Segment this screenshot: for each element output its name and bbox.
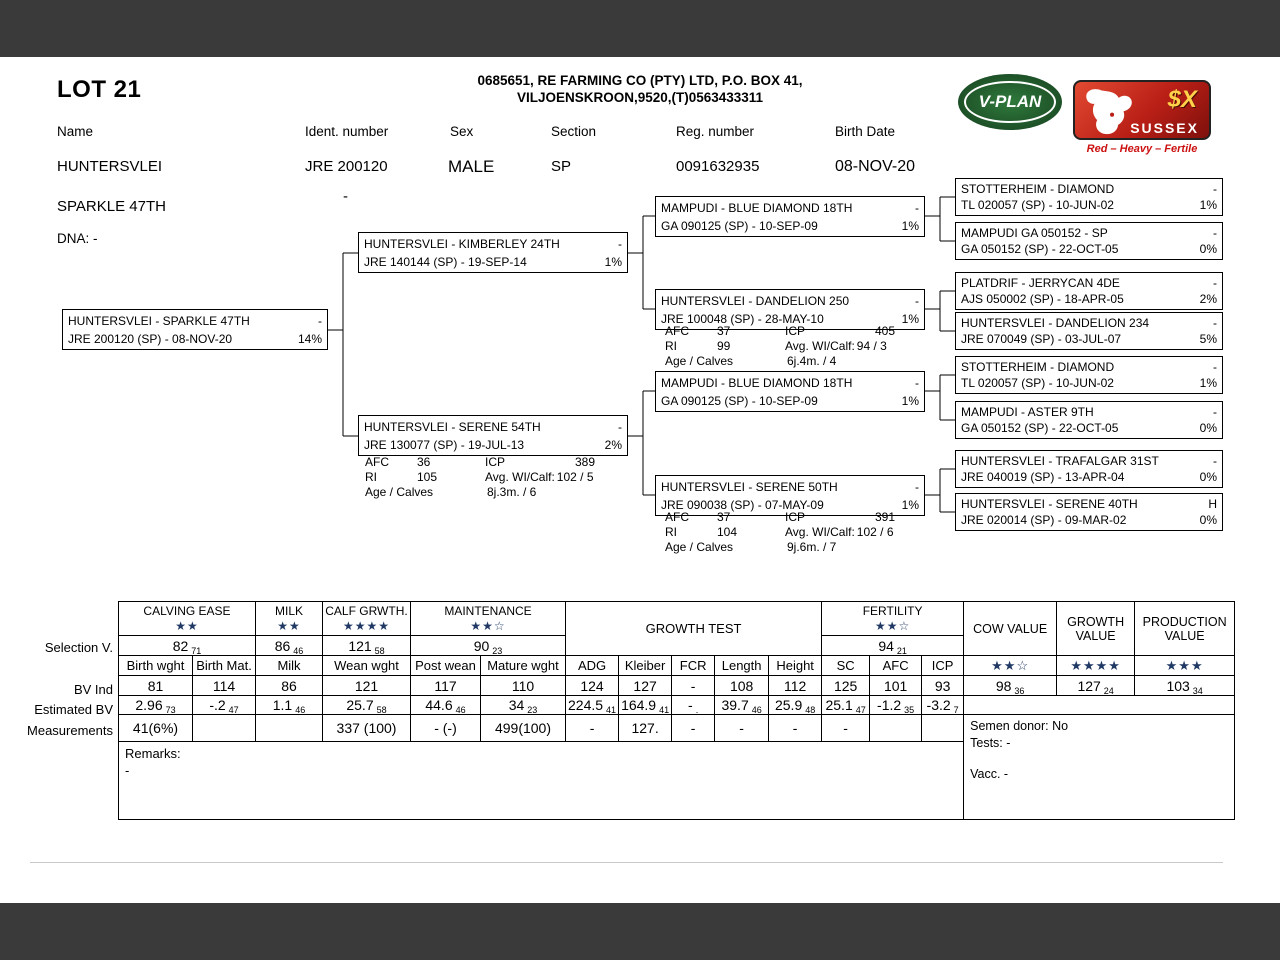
group-header-production-value: PRODUCTION VALUE <box>1135 602 1235 656</box>
flag: - <box>915 376 919 390</box>
animal-reg: GA 090125 (SP) - 10-SEP-09 <box>661 219 818 233</box>
icp-label: ICP <box>485 455 506 469</box>
field-label-reg: Reg. number <box>676 124 755 139</box>
animal-name: MAMPUDI - BLUE DIAMOND 18TH <box>661 376 853 390</box>
flag: - <box>1213 182 1217 196</box>
meas-cell: 337 (100) <box>323 715 411 742</box>
bv-cell: 81 <box>119 676 193 696</box>
avg-wi-calf-label: Avg. WI/Calf: <box>785 525 855 539</box>
field-label-birth: Birth Date <box>835 124 896 139</box>
flag: - <box>318 314 322 328</box>
meas-cell <box>870 715 922 742</box>
group-header-growth-test: GROWTH TEST <box>566 602 822 656</box>
animal-reg: GA 050152 (SP) - 22-OCT-05 <box>961 242 1119 256</box>
inbreeding-pct: 1% <box>901 498 919 512</box>
flag: - <box>1213 360 1217 374</box>
col-header-kleiber: Kleiber <box>619 656 672 676</box>
animal-sex: MALE <box>448 157 495 176</box>
flag: - <box>1213 276 1217 290</box>
animal-name: MAMPUDI - BLUE DIAMOND 18TH <box>661 201 853 215</box>
bv-cell: 86 <box>256 676 323 696</box>
inbreeding-pct: 1% <box>901 312 919 326</box>
meas-cell: - <box>822 715 870 742</box>
flag: - <box>915 480 919 494</box>
animal-name-line1: HUNTERSVLEI <box>57 158 163 175</box>
est-cell: -1.2 $_{35}$ <box>870 696 922 715</box>
bull-head-icon <box>1079 85 1137 139</box>
meas-cell: 127. <box>619 715 672 742</box>
meas-cell <box>193 715 256 742</box>
animal-reg: JRE 140144 (SP) - 19-SEP-14 <box>364 255 527 269</box>
animal-reg: JRE 200120 (SP) - 08-NOV-20 <box>68 332 233 346</box>
age-calves-label: Age / Calves <box>665 540 734 554</box>
selection-maintenance: 90 $_{23}$ <box>411 636 566 656</box>
pedigree-box-ggp-2 <box>955 222 1223 260</box>
field-label-sex: Sex <box>450 124 474 139</box>
bv-cell: 93 <box>922 676 964 696</box>
ri-value: 104 <box>717 525 738 539</box>
meas-cell: - <box>715 715 769 742</box>
col-header-wean-wght: Wean wght <box>323 656 411 676</box>
pedigree-box-dam-sire <box>655 371 925 412</box>
inbreeding-pct: 1% <box>604 255 622 269</box>
est-cell: - $_.$ <box>672 696 715 715</box>
flag: - <box>1213 316 1217 330</box>
est-cell: 164.9 $_{41}$ <box>619 696 672 715</box>
afc-value: 36 <box>417 455 431 469</box>
animal-name: HUNTERSVLEI - TRAFALGAR 31ST <box>961 454 1159 468</box>
animal-reg: TL 020057 (SP) - 10-JUN-02 <box>961 376 1114 390</box>
flag: - <box>1213 405 1217 419</box>
group-header-growth-value: GROWTH VALUE <box>1057 602 1135 656</box>
age-calves-value: 6j.4m. / 4 <box>787 354 837 368</box>
owner-address-line2: VILJOENSKROON,9520,(T)0563433311 <box>516 90 764 105</box>
bv-growth-value: 127 $_{24}$ <box>1057 676 1135 696</box>
group-header-calving-ease: CALVING EASE ★★ <box>119 602 256 636</box>
sussex-dollar-mark: $X <box>1167 86 1197 113</box>
animal-reg: 0091632935 <box>676 158 760 175</box>
animal-name: HUNTERSVLEI - SERENE 50TH <box>661 480 838 494</box>
age-calves-label: Age / Calves <box>365 485 434 499</box>
est-cell: 44.6 $_{46}$ <box>411 696 481 715</box>
bv-cell: 125 <box>822 676 870 696</box>
afc-value: 37 <box>717 510 731 524</box>
performance-table <box>118 601 1235 820</box>
inbreeding-pct: 1% <box>1199 376 1217 390</box>
bv-cell: 121 <box>323 676 411 696</box>
pedigree-box-ggp-7 <box>955 450 1223 488</box>
group-header-fertility: FERTILITY ★★☆ <box>822 602 964 636</box>
sussex-logo <box>1073 80 1211 155</box>
bv-cell: 112 <box>769 676 822 696</box>
ri-value: 99 <box>717 339 731 353</box>
col-header-afc: AFC <box>870 656 922 676</box>
field-label-name: Name <box>57 124 94 139</box>
animal-name: MAMPUDI GA 050152 - SP <box>961 226 1108 240</box>
donor-info-block <box>964 715 1235 820</box>
sussex-wordmark: SUSSEX <box>1130 120 1199 136</box>
animal-reg: JRE 090038 (SP) - 07-MAY-09 <box>661 498 824 512</box>
remarks-cell <box>119 742 964 820</box>
bv-cell: - <box>672 676 715 696</box>
avg-wi-calf-label: Avg. WI/Calf: <box>785 339 855 353</box>
age-calves-value: 9j.6m. / 7 <box>787 540 837 554</box>
est-cell: 39.7 $_{46}$ <box>715 696 769 715</box>
remarks-value: - <box>125 763 130 778</box>
animal-reg: AJS 050002 (SP) - 18-APR-05 <box>961 292 1124 306</box>
semen-donor: Semen donor: No <box>970 719 1069 733</box>
dam-stats <box>365 455 595 500</box>
flag: - <box>618 237 622 251</box>
stars-maintenance: ★★☆ <box>470 618 506 633</box>
bv-production-value: 103 $_{34}$ <box>1135 676 1235 696</box>
dna-field: DNA: - <box>57 231 98 246</box>
sussex-logo-box <box>1073 80 1211 140</box>
icp-label: ICP <box>785 324 806 338</box>
stars-growth-value: ★★★★ <box>1057 656 1135 676</box>
pedigree-box-ggp-4 <box>955 312 1223 350</box>
meas-cell: - <box>566 715 619 742</box>
inbreeding-pct: 2% <box>604 438 622 452</box>
flag: - <box>618 420 622 434</box>
inbreeding-pct: 14% <box>297 332 322 346</box>
row-label-estimated-bv: Estimated BV <box>34 702 113 717</box>
animal-name-line2: SPARKLE 47TH <box>57 198 166 215</box>
flag: - <box>1213 226 1217 240</box>
afc-label: AFC <box>365 455 389 469</box>
inbreeding-pct: 1% <box>901 394 919 408</box>
group-header-cow-value: COW VALUE <box>964 602 1057 656</box>
meas-cell: - <box>769 715 822 742</box>
animal-ident-suffix: - <box>343 188 348 205</box>
col-header-adg: ADG <box>566 656 619 676</box>
animal-reg: GA 090125 (SP) - 10-SEP-09 <box>661 394 818 408</box>
meas-cell: - <box>672 715 715 742</box>
footer-divider <box>30 862 1223 863</box>
pedigree-box-ggp-3 <box>955 272 1223 310</box>
inbreeding-pct: 1% <box>1199 198 1217 212</box>
meas-cell: - (-) <box>411 715 481 742</box>
col-header-mature-wght: Mature wght <box>481 656 566 676</box>
avg-wi-calf-value: 102 / 5 <box>556 470 594 484</box>
col-header-birth-wght: Birth wght <box>119 656 193 676</box>
est-right-spacer <box>964 696 1235 715</box>
sire-dam-stats <box>665 324 895 369</box>
animal-name: HUNTERSVLEI - DANDELION 234 <box>961 316 1150 330</box>
animal-reg: JRE 070049 (SP) - 03-JUL-07 <box>961 332 1122 346</box>
inbreeding-pct: 0% <box>1199 470 1217 484</box>
tests: Tests: - <box>970 736 1011 750</box>
icp-value: 405 <box>875 324 896 338</box>
flag: - <box>915 201 919 215</box>
field-label-section: Section <box>551 124 597 139</box>
est-cell: 224.5 $_{41}$ <box>566 696 619 715</box>
flag: H <box>1208 497 1217 511</box>
animal-reg: JRE 130077 (SP) - 19-JUL-13 <box>364 438 525 452</box>
selection-milk: 86 $_{46}$ <box>256 636 323 656</box>
afc-value: 37 <box>717 324 731 338</box>
pedigree-box-ggp-8 <box>955 493 1223 531</box>
age-calves-value: 8j.3m. / 6 <box>487 485 537 499</box>
animal-name: HUNTERSVLEI - SERENE 54TH <box>364 420 541 434</box>
animal-ident: JRE 200120 <box>305 158 388 175</box>
est-cell: -3.2 $_7$ <box>922 696 964 715</box>
flag: - <box>1213 454 1217 468</box>
afc-label: AFC <box>665 324 689 338</box>
ri-label: RI <box>365 470 377 484</box>
stars-milk: ★★ <box>277 618 301 633</box>
group-header-calf-growth: CALF GRWTH. ★★★★ <box>323 602 411 636</box>
afc-label: AFC <box>665 510 689 524</box>
top-bar <box>0 0 1280 57</box>
inbreeding-pct: 2% <box>1199 292 1217 306</box>
animal-name: MAMPUDI - ASTER 9TH <box>961 405 1094 419</box>
bottom-bar <box>0 903 1280 960</box>
ri-label: RI <box>665 339 677 353</box>
icp-value: 389 <box>575 455 596 469</box>
animal-reg: TL 020057 (SP) - 10-JUN-02 <box>961 198 1114 212</box>
pedigree-box-dam <box>358 415 628 456</box>
bv-cell: 124 <box>566 676 619 696</box>
animal-reg: JRE 100048 (SP) - 28-MAY-10 <box>661 312 824 326</box>
field-label-ident: Ident. number <box>305 124 389 139</box>
owner-address-line1: 0685651, RE FARMING CO (PTY) LTD, P.O. BOX 41, <box>477 73 803 88</box>
est-cell: -.2 $_{47}$ <box>193 696 256 715</box>
col-header-height: Height <box>769 656 822 676</box>
col-header-icp: ICP <box>922 656 964 676</box>
est-cell: 25.1 $_{47}$ <box>822 696 870 715</box>
group-header-milk: MILK ★★ <box>256 602 323 636</box>
bv-cell: 117 <box>411 676 481 696</box>
pedigree-box-ggp-5 <box>955 356 1223 394</box>
est-cell: 25.7 $_{58}$ <box>323 696 411 715</box>
sussex-tagline: Red – Heavy – Fertile <box>1086 143 1198 155</box>
meas-cell: 499(100) <box>481 715 566 742</box>
bv-cow-value: 98 $_{36}$ <box>964 676 1057 696</box>
col-header-fcr: FCR <box>672 656 715 676</box>
avg-wi-calf-value: 94 / 3 <box>856 339 887 353</box>
meas-cell <box>922 715 964 742</box>
pedigree-box-sire-sire <box>655 196 925 237</box>
vplan-logo-text: V-PLAN <box>964 81 1056 124</box>
bv-cell: 114 <box>193 676 256 696</box>
selection-fertility: 94 $_{21}$ <box>822 636 964 656</box>
bv-cell: 127 <box>619 676 672 696</box>
age-calves-label: Age / Calves <box>665 354 734 368</box>
bv-cell: 101 <box>870 676 922 696</box>
avg-wi-calf-label: Avg. WI/Calf: <box>485 470 555 484</box>
selection-calving-ease: 82 $_{71}$ <box>119 636 256 656</box>
inbreeding-pct: 5% <box>1199 332 1217 346</box>
animal-name: STOTTERHEIM - DIAMOND <box>961 360 1115 374</box>
pedigree-box-ggp-1 <box>955 178 1223 216</box>
animal-name: HUNTERSVLEI - SERENE 40TH <box>961 497 1138 511</box>
animal-name: HUNTERSVLEI - KIMBERLEY 24TH <box>364 237 560 251</box>
est-cell: 25.9 $_{48}$ <box>769 696 822 715</box>
row-label-selection: Selection V. <box>44 640 113 655</box>
stars-production-value: ★★★ <box>1135 656 1235 676</box>
stars-fertility: ★★☆ <box>874 618 911 633</box>
bv-cell: 108 <box>715 676 769 696</box>
flag: - <box>915 294 919 308</box>
est-cell: 1.1 $_{46}$ <box>256 696 323 715</box>
est-cell: 34 $_{23}$ <box>481 696 566 715</box>
animal-reg: JRE 020014 (SP) - 09-MAR-02 <box>961 513 1127 527</box>
pedigree-box-subject <box>62 309 328 350</box>
selection-calf-growth: 121 $_{58}$ <box>323 636 411 656</box>
owner-address <box>350 72 930 106</box>
meas-cell: 41(6%) <box>119 715 193 742</box>
bv-cell: 110 <box>481 676 566 696</box>
group-header-maintenance: MAINTENANCE ★★☆ <box>411 602 566 636</box>
col-header-birth-mat: Birth Mat. <box>193 656 256 676</box>
row-label-measurements: Measurements <box>27 723 113 738</box>
inbreeding-pct: 1% <box>901 219 919 233</box>
inbreeding-pct: 0% <box>1199 242 1217 256</box>
pedigree-box-ggp-6 <box>955 401 1223 439</box>
col-header-milk: Milk <box>256 656 323 676</box>
pedigree-box-sire <box>358 232 628 273</box>
stars-calving-ease: ★★ <box>175 618 199 633</box>
ri-label: RI <box>665 525 677 539</box>
row-label-bv-ind: BV Ind <box>73 682 113 697</box>
icp-value: 391 <box>875 510 896 524</box>
est-cell: 2.96 $_{73}$ <box>119 696 193 715</box>
animal-section: SP <box>551 158 572 175</box>
inbreeding-pct: 0% <box>1199 513 1217 527</box>
remarks-label: Remarks: <box>125 746 181 761</box>
dam-dam-stats <box>665 510 895 555</box>
col-header-post-wean: Post wean <box>411 656 481 676</box>
animal-name: HUNTERSVLEI - DANDELION 250 <box>661 294 850 308</box>
lot-title: LOT 21 <box>57 76 142 103</box>
animal-reg: GA 050152 (SP) - 22-OCT-05 <box>961 421 1119 435</box>
animal-name: STOTTERHEIM - DIAMOND <box>961 182 1115 196</box>
vaccinations: Vacc. - <box>970 767 1009 781</box>
animal-birth-date: 08-NOV-20 <box>835 158 916 175</box>
vplan-logo <box>958 74 1062 130</box>
inbreeding-pct: 0% <box>1199 421 1217 435</box>
col-header-sc: SC <box>822 656 870 676</box>
avg-wi-calf-value: 102 / 6 <box>856 525 894 539</box>
animal-name: PLATDRIF - JERRYCAN 4DE <box>961 276 1120 290</box>
icp-label: ICP <box>785 510 806 524</box>
ri-value: 105 <box>417 470 438 484</box>
meas-cell <box>256 715 323 742</box>
col-header-length: Length <box>715 656 769 676</box>
stars-calf-growth: ★★★★ <box>342 618 391 633</box>
animal-reg: JRE 040019 (SP) - 13-APR-04 <box>961 470 1125 484</box>
stars-cow-value: ★★☆ <box>964 656 1057 676</box>
animal-name: HUNTERSVLEI - SPARKLE 47TH <box>68 314 250 328</box>
